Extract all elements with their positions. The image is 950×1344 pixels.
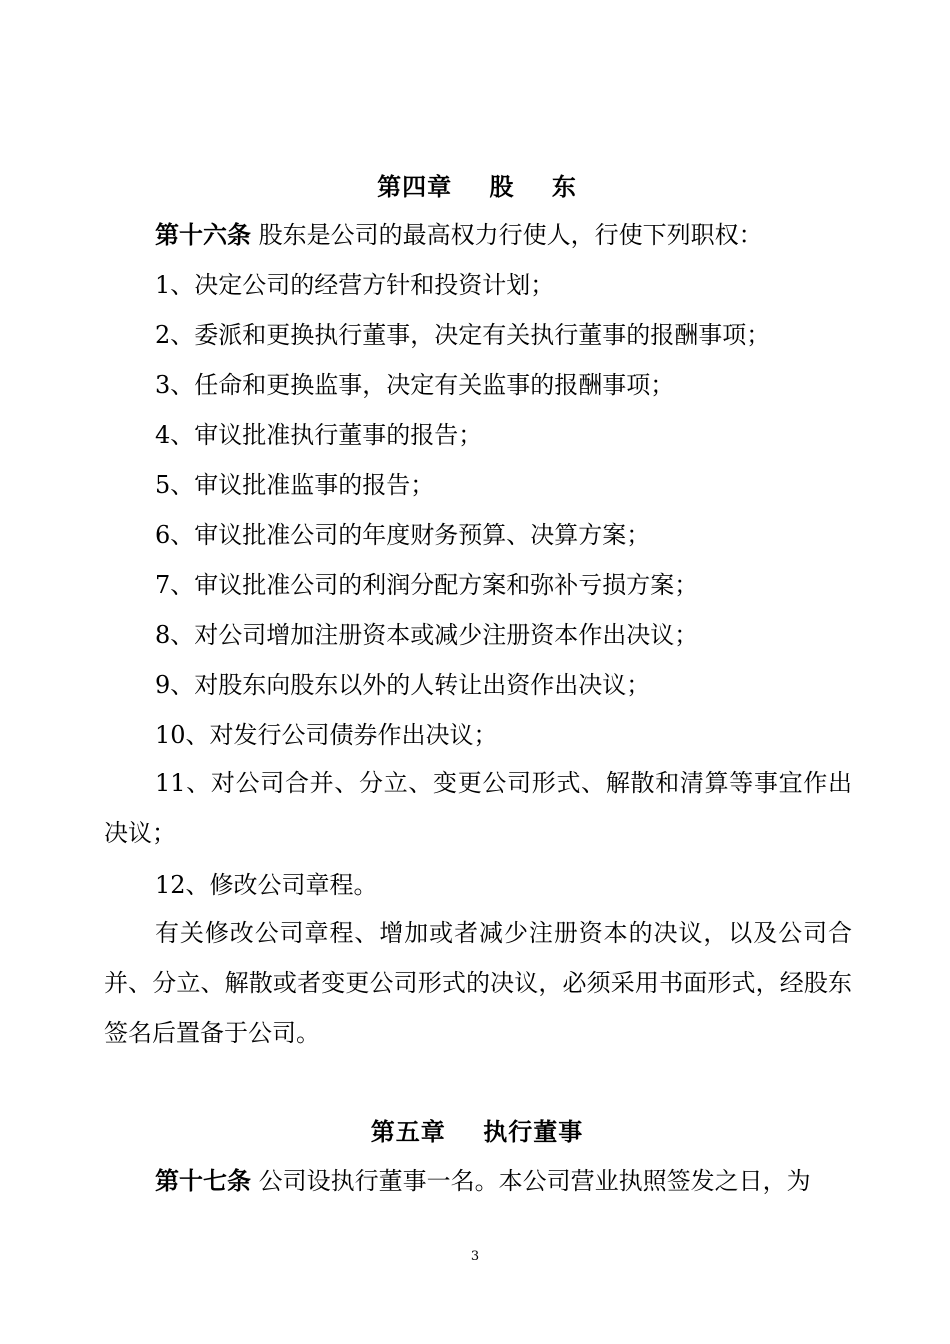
- article-17: [155, 1166, 811, 1196]
- article-17-number: 第十七条: [155, 1167, 251, 1195]
- list-item: 4、审议批准执行董事的报告；: [155, 421, 483, 449]
- article-16-number: 第十六条: [155, 221, 251, 249]
- list-item-wrapped: 11、对公司合并、分立、变更公司形式、解散和清算等事宜作出决议；: [104, 769, 852, 847]
- list-item: 8、对公司增加注册资本或减少注册资本作出决议；: [155, 621, 699, 649]
- article-16-text: 股东是公司的最高权力行使人，行使下列职权：: [251, 221, 763, 249]
- list-item: 7、审议批准公司的利润分配方案和弥补亏损方案；: [155, 571, 699, 599]
- list-item: 3、任命和更换监事，决定有关监事的报酬事项；: [155, 371, 675, 399]
- list-item: 9、对股东向股东以外的人转让出资作出决议；: [155, 671, 651, 699]
- list-item: 5、审议批准监事的报告；: [155, 471, 435, 499]
- list-item: 2、委派和更换执行董事，决定有关执行董事的报酬事项；: [155, 321, 771, 349]
- chapter-5-heading: 第五章 执行董事: [370, 1118, 584, 1146]
- article-17-text: 公司设执行董事一名。本公司营业执照签发之日，为: [251, 1167, 811, 1195]
- closing-paragraph: 有关修改公司章程、增加或者减少注册资本的决议，以及公司合并、分立、解散或者变更公司形式的决议，必须采用书面形式，经股东签名后置备于公司。: [104, 919, 852, 1047]
- page-number: 3: [470, 1249, 480, 1264]
- article-16: [155, 220, 763, 250]
- list-item: 1、决定公司的经营方针和投资计划；: [155, 271, 555, 299]
- list-item: 10、对发行公司债券作出决议；: [155, 721, 498, 749]
- list-item: 12、修改公司章程。: [155, 871, 378, 899]
- list-item: 6、审议批准公司的年度财务预算、决算方案；: [155, 521, 651, 549]
- chapter-4-heading: 第四章 股 东: [377, 173, 577, 201]
